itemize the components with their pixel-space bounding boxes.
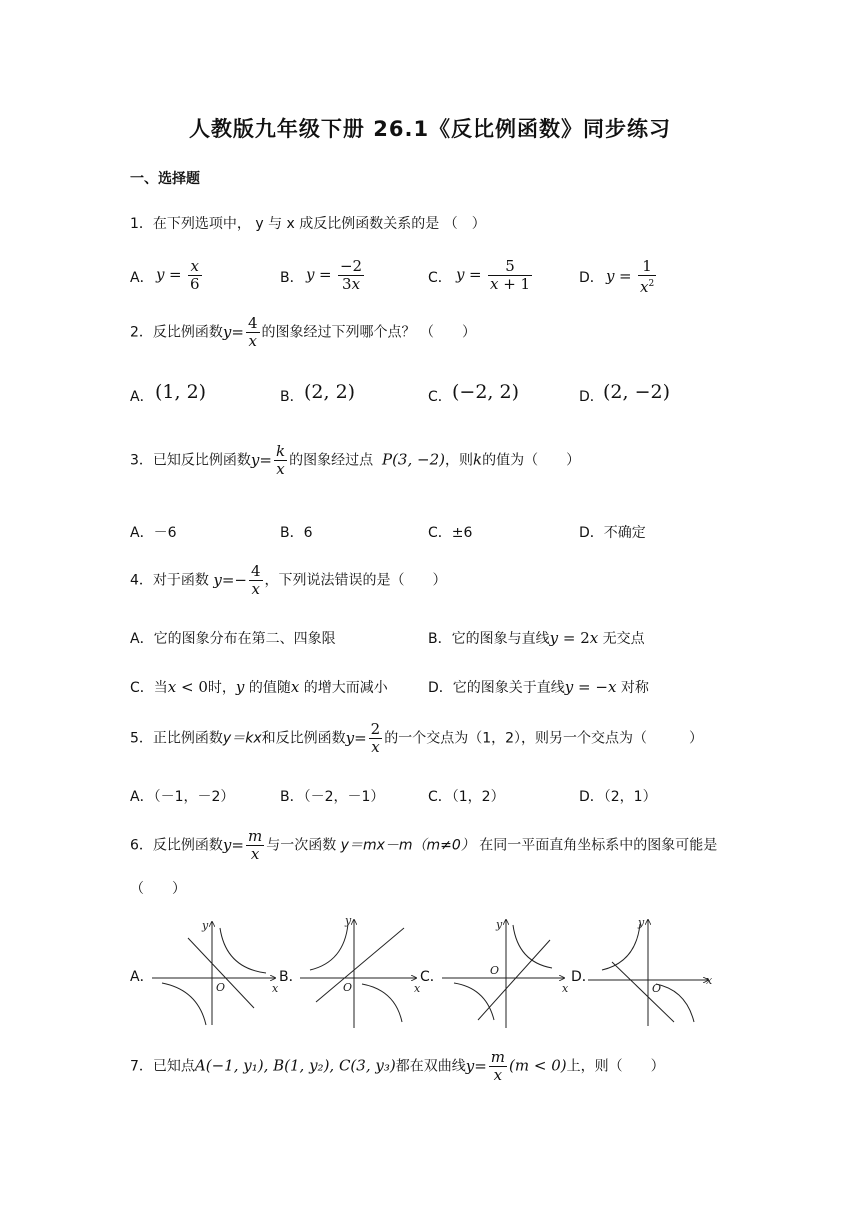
q5-option-b: B．（－2，－1）	[280, 789, 385, 805]
q7-condition: (m < 0)	[509, 1056, 567, 1075]
q7-formula: y= $\frac{m}{x}$	[465, 1048, 506, 1084]
question-5-stem	[130, 721, 703, 756]
q6-paren: （ ）	[130, 881, 186, 897]
q6-graph-c	[442, 920, 564, 1028]
q5-suffix: 的一个交点为（1，2），则另一个交点为（ ）	[384, 730, 704, 747]
q6-option-c-label: C．	[420, 969, 444, 985]
q2-option-b-label: B．	[280, 389, 304, 405]
q3-suffix-1: ，则	[444, 452, 473, 469]
q1-option-c-label: C．	[428, 270, 452, 286]
q7-suffix: 上，则（ ）	[566, 1058, 665, 1075]
q2-option-d-value: (2, −2)	[603, 381, 671, 403]
q6-d-axis-y: y	[638, 916, 645, 929]
q2-option-c-label: C．	[428, 389, 452, 405]
q1-option-c-formula: y = $\frac{5}{x + 1}$	[456, 257, 531, 293]
q6-c-axis-y: y	[496, 918, 503, 931]
question-3-stem: 3．已知反比例函数y= $\frac{k}{x}$ 的图象经过点 P(3, −2)，则k的值为（ ）	[130, 442, 581, 478]
q6-b-axis-y: y	[345, 914, 352, 927]
q5-mid: 和反比例函数	[261, 730, 346, 747]
q1-option-d-label: D．	[579, 270, 604, 286]
q2-option-a-value: (1, 2)	[155, 381, 207, 403]
q5-option-a: A．（－1，－2）	[130, 789, 235, 805]
q6-graph-d	[588, 920, 708, 1026]
page-title: 人教版九年级下册 26.1《反比例函数》同步练习	[188, 117, 672, 141]
q1-option-a-formula: y = $\frac{x}{6}$	[156, 257, 200, 293]
q6-d-axis-x: x	[706, 974, 713, 987]
q3-mid: 的图象经过点	[289, 452, 374, 469]
q6-a-axis-x: x	[272, 982, 279, 995]
question-2-stem	[130, 315, 476, 350]
q5-option-c: C．（1，2）	[428, 789, 505, 805]
q2-option-d-label: D．	[579, 389, 604, 405]
section-heading: 一、选择题	[130, 171, 200, 187]
q6-b-axis-x: x	[414, 982, 421, 995]
q6-suffix: 在同一平面直角坐标系中的图象可能是	[479, 837, 718, 854]
q6-graphs	[140, 910, 720, 1030]
q1-option-a-label: A．	[130, 270, 154, 286]
q7-prefix: 7．已知点	[130, 1058, 195, 1075]
q2-option-a-label: A．	[130, 389, 154, 405]
q6-mid: 与一次函数	[266, 837, 337, 854]
q6-formula: y= $\frac{m}{x}$	[222, 827, 263, 863]
q5-prefix: 5．正比例函数	[130, 730, 223, 747]
q4-option-a: A．它的图象分布在第二、四象限	[130, 631, 336, 647]
q5-option-d: D．（2，1）	[579, 789, 657, 805]
q2-option-b-value: (2, 2)	[304, 381, 356, 403]
q4-option-b: B．它的图象与直线y = 2x 无交点	[428, 629, 645, 647]
q2-prefix: 2．反比例函数	[130, 324, 223, 341]
q6-a-origin: O	[216, 981, 226, 994]
q6-prefix: 6．反比例函数	[130, 837, 223, 854]
q6-d-origin: O	[652, 982, 662, 995]
q5-linear: y＝kx	[222, 730, 262, 747]
q1-option-b-label: B．	[280, 270, 304, 286]
q6-graph-a	[152, 922, 275, 1025]
q3-point: P(3, −2)	[381, 450, 445, 469]
question-4-stem	[130, 563, 447, 598]
q6-c-axis-x: x	[562, 982, 569, 995]
q1-option-d-formula: y = $\frac{1}{x^2}$	[606, 257, 655, 296]
q3-option-b: B．6	[280, 525, 313, 541]
q3-formula: y= $\frac{k}{x}$	[250, 442, 286, 478]
q6-option-d-label: D．	[571, 969, 596, 985]
q4-prefix: 4．对于函数	[130, 572, 209, 589]
q3-option-c: C．±6	[428, 525, 473, 541]
q6-linear: y＝mx－m（m≠0）	[340, 837, 475, 854]
q4-formula: y=− $\frac{4}{x}$	[213, 562, 261, 598]
q3-prefix: 3．已知反比例函数	[130, 452, 251, 469]
q6-graph-b	[300, 920, 416, 1028]
q7-mid: 都在双曲线	[395, 1058, 466, 1075]
q6-a-axis-y: y	[202, 919, 209, 932]
question-7-stem	[130, 1049, 665, 1084]
q3-suffix-2: 的值为（ ）	[482, 452, 581, 469]
q5-formula: y= $\frac{2}{x}$	[345, 720, 381, 756]
q2-option-c-value: (−2, 2)	[452, 381, 520, 403]
q6-c-origin: O	[490, 964, 500, 977]
q2-formula: y= $\frac{4}{x}$	[222, 314, 258, 350]
q4-suffix: ，下列说法错误的是（ ）	[264, 572, 447, 589]
q7-points: A(−1, y₁), B(1, y₂), C(3, y₃)	[194, 1056, 396, 1075]
q1-option-b-formula: y = $\frac{-2}{3x}$	[306, 257, 363, 293]
question-6-stem	[130, 828, 717, 863]
question-1-stem: 1．在下列选项中， y 与 x 成反比例函数关系的是 （ ）	[130, 216, 486, 232]
q4-option-d: D．它的图象关于直线y = −x 对称	[428, 678, 649, 696]
q3-option-d: D．不确定	[579, 525, 646, 541]
q3-option-a: A．－6	[130, 525, 177, 541]
q6-b-origin: O	[343, 981, 353, 994]
q2-suffix: 的图象经过下列哪个点？ （ ）	[261, 324, 476, 341]
q6-option-b-label: B．	[279, 969, 303, 985]
q4-option-c: C．当x < 0时，y 的值随x 的增大而减小	[130, 678, 388, 696]
q6-option-a-label: A．	[130, 969, 154, 985]
